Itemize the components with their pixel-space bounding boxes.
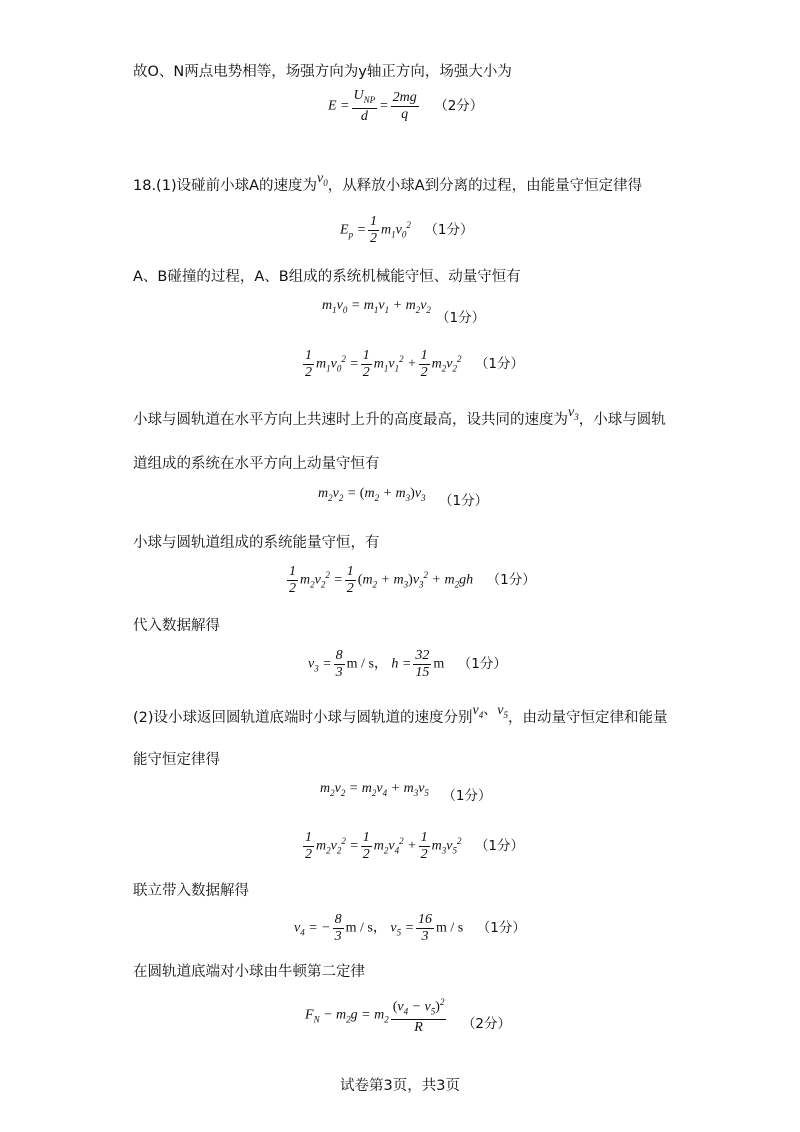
text-line: [133, 267, 521, 287]
text: 代入数据解得: [133, 618, 220, 634]
text-line: [133, 616, 220, 636]
score-label: （2分）: [461, 1016, 512, 1033]
text-line: [133, 62, 512, 82]
text: 18.(1)设碰前小球A的速度为: [133, 178, 318, 194]
text: 能守恒定律得: [133, 752, 220, 768]
score-label: （1分）: [442, 788, 492, 804]
score-label: （1分）: [474, 355, 525, 372]
equation-horizontal-momentum: $m_2v_2 = (m_2 + m_3)v_3$ （1分）: [318, 486, 489, 509]
text: ，小球与圆轨: [578, 412, 666, 428]
symbol-v4-v5: $v_4$、$v_5$: [472, 703, 508, 720]
text: ，由动量守恒定律和能量: [507, 710, 668, 726]
equation-result-v4-v5: $v_4$ = − $\frac{8}{3}$ m / s， $v_5$ = $\frac{16}{3}$ m / s （1分）: [294, 912, 526, 944]
text-line: [133, 703, 668, 733]
score-label: [436, 308, 485, 328]
equation-field-strength: E = $\frac{U_{NP}}{d}$ = $\frac{2mg}{q}$ （2分）: [328, 88, 484, 124]
equation-momentum-collision: $m_1v_0 = m_1v_1 + m_2v_2$: [322, 298, 431, 315]
text: 在圆轨道底端对小球由牛顿第二定律: [133, 964, 365, 980]
equation-return-energy: $\frac{1}{2}$ $m_2v_2^2$ = $\frac{1}{2}$ $m_2v_4^2$ + $\frac{1}{2}$ $m_3v_5^2$ （1分）: [305, 830, 525, 862]
text-line: [133, 405, 666, 435]
text: 联立带入数据解得: [133, 883, 249, 899]
text-line: [133, 962, 365, 982]
text: 小球与圆轨道在水平方向上共速时上升的高度最高，设共同的速度为: [133, 412, 568, 428]
text-line: [133, 454, 380, 474]
symbol-v3: $v_3$: [568, 405, 579, 422]
text-line: [133, 750, 220, 770]
text-line: [133, 171, 643, 201]
equation-return-momentum: $m_2v_2 = m_2v_4 + m_3v_5$ （1分）: [320, 781, 492, 804]
text: ，从释放小球A到分离的过程，由能量守恒定律得: [327, 178, 643, 194]
score-label: （1分）: [439, 493, 489, 509]
text: 小球与圆轨道组成的系统能量守恒，有: [133, 535, 380, 551]
page-footer: 试卷第3页，共3页: [340, 1078, 460, 1094]
equation-newton-second-law: $F_N - m_2g = m_2$ $\frac{(v_4 - v_5)^2}{R}$ （2分）: [305, 994, 511, 1036]
equation-energy-height: $\frac{1}{2}$ $m_2v_2^2$ = $\frac{1}{2}$ $(m_2 + m_3)v_3^2 + m_2gh$ （1分）: [289, 564, 536, 596]
score-label: （1分）: [457, 655, 507, 672]
text: （1分）: [436, 310, 486, 326]
score-label: （1分）: [474, 837, 525, 854]
text: A、B碰撞的过程，A、B组成的系统机械能守恒、动量守恒有: [133, 269, 521, 285]
text: 故O、N两点电势相等，场强方向为y轴正方向，场强大小为: [133, 64, 512, 80]
text-line: [133, 881, 249, 901]
text: 道组成的系统在水平方向上动量守恒有: [133, 456, 380, 472]
text: (2)设小球返回圆轨道底端时小球与圆轨道的速度分别: [133, 710, 473, 726]
score-label: （1分）: [476, 919, 526, 936]
text-line: [133, 533, 380, 553]
score-label: （1分）: [486, 571, 536, 588]
equation-elastic-energy: $E_p$ = $\frac{1}{2}$ $m_1v_0^2$ （1分）: [340, 214, 474, 246]
equation-result-v3-h: $v_3$ = $\frac{8}{3}$ m / s， h = $\frac{32}{15}$ m （1分）: [308, 648, 507, 680]
equation-energy-collision: $\frac{1}{2}$ $m_1v_0^2$ = $\frac{1}{2}$ $m_1v_1^2$ + $\frac{1}{2}$ $m_2v_2^2$ （1分）: [305, 348, 525, 380]
symbol-v0: $v_0$: [317, 171, 328, 188]
score-label: （1分）: [424, 221, 474, 238]
score-label: （2分）: [434, 97, 484, 114]
